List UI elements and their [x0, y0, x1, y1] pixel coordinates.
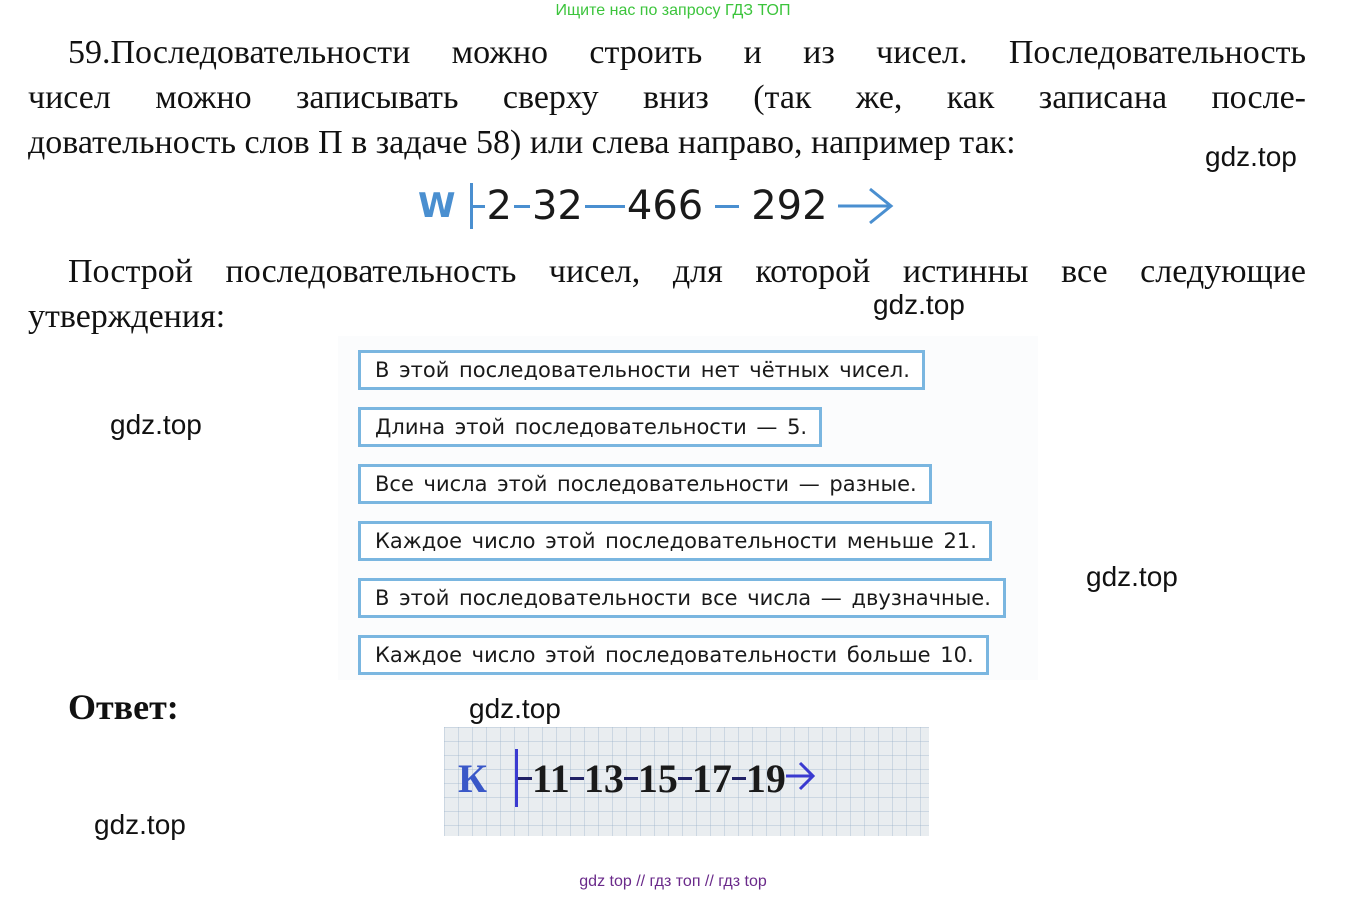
sequence-dash	[570, 777, 584, 780]
problem-text	[28, 30, 1306, 165]
example-sequence	[418, 176, 894, 236]
statements-panel	[338, 336, 1038, 680]
sequence-dash	[585, 205, 625, 208]
statement-box: В этой последовательности нет чётных чисел.	[358, 350, 925, 390]
arrow-right-icon	[786, 758, 816, 799]
statement-box: Каждое число этой последовательности меньше 21.	[358, 521, 992, 561]
sequence-item: 13	[583, 755, 624, 801]
watermark: gdz.top	[873, 289, 965, 320]
top-banner: Ищите нас по запросу ГДЗ ТОП	[555, 2, 791, 19]
sequence-name: W	[418, 186, 456, 226]
answer-label: Ответ:	[68, 687, 179, 727]
watermark: gdz.top	[110, 409, 202, 440]
answer-image	[444, 727, 929, 836]
statement-box: Каждое число этой последовательности больше 10.	[358, 635, 989, 675]
sequence-dash	[624, 777, 638, 780]
statement-box: Длина этой последовательности — 5.	[358, 407, 822, 447]
sequence-dash	[732, 777, 746, 780]
sequence-item: 292	[751, 183, 828, 229]
problem-line-2: чисел можно записывать сверху вниз (так же, как записана после-	[28, 79, 1306, 116]
footer-text: gdz top // гдз топ // гдз top	[579, 873, 767, 890]
statement-box: В этой последовательности все числа — двузначные.	[358, 578, 1006, 618]
sequence-item: 15	[637, 755, 678, 801]
problem-line-3: довательность слов П в задаче 58) или слева направо, например так:	[28, 124, 1016, 161]
sequence-dash	[473, 205, 485, 208]
sequence-dash	[678, 777, 692, 780]
sequence-dash	[715, 205, 739, 208]
sequence-item: 32	[531, 183, 583, 229]
watermark: gdz.top	[469, 693, 561, 724]
sequence-item: 11	[532, 755, 570, 801]
sequence-dash	[514, 205, 530, 208]
sequence-name: К	[458, 755, 488, 801]
instruction-line-1: Построй последовательность чисел, для которой истинны все следующие	[68, 253, 1306, 290]
answer-sequence	[458, 747, 816, 809]
arrow-right-icon	[836, 186, 894, 226]
instruction-text	[28, 249, 1306, 339]
statement-box: Все числа этой последовательности — разные.	[358, 464, 932, 504]
sequence-item: 466	[626, 183, 704, 229]
watermark: gdz.top	[1205, 141, 1297, 172]
instruction-line-2: утверждения:	[28, 298, 226, 335]
sequence-item: 19	[745, 755, 786, 801]
problem-line-1: 59.Последовательности можно строить и из чисел. Последовательность	[68, 34, 1306, 71]
sequence-item: 2	[486, 183, 512, 229]
watermark: gdz.top	[94, 809, 186, 840]
watermark: gdz.top	[1086, 561, 1178, 592]
sequence-item: 17	[691, 755, 732, 801]
sequence-dash	[518, 777, 532, 780]
